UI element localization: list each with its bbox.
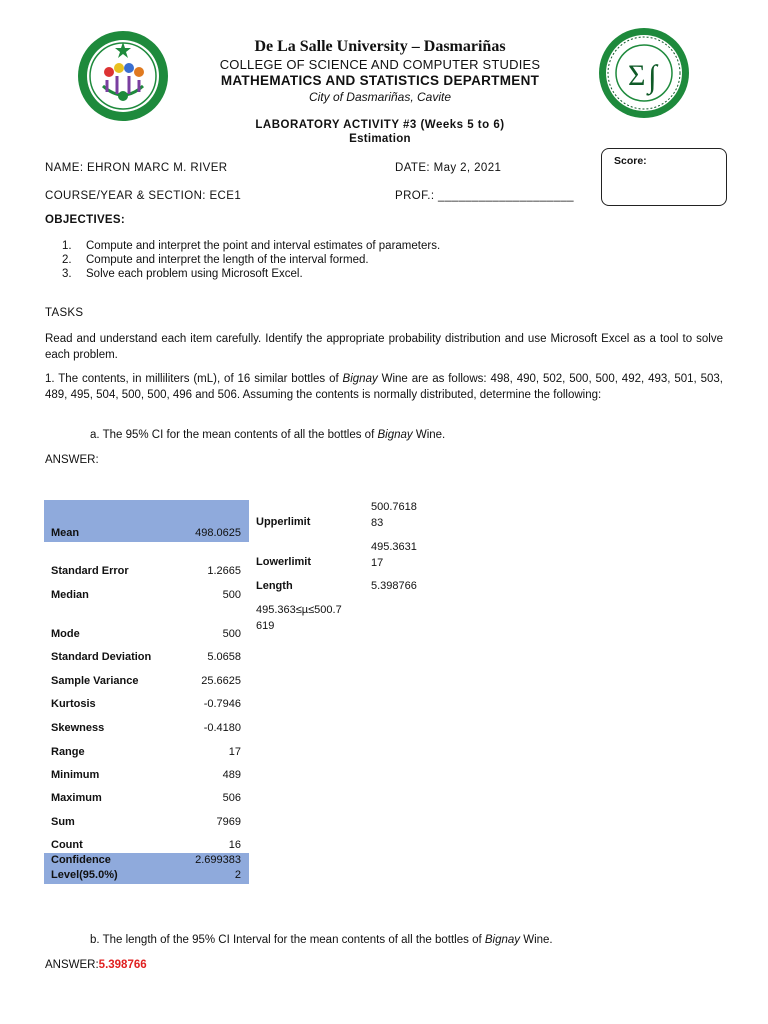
activity-title: LABORATORY ACTIVITY #3 (Weeks 5 to 6)	[255, 119, 505, 131]
score-label: Score:	[614, 155, 647, 167]
part-a-question: a. The 95% CI for the mean contents of all the bottles of Bignay Wine.	[90, 429, 446, 441]
professor-field: PROF.: ____________________	[395, 190, 574, 202]
answer-b-value: 5.398766	[98, 959, 147, 971]
department-name: MATHEMATICS AND STATISTICS DEPARTMENT	[220, 73, 540, 88]
task-instructions: Read and understand each item carefully. Identify the appropriate probability distribution and use Microsoft Excel as a tool to solve each problem.	[45, 333, 723, 361]
dlsud-seal-icon	[77, 30, 169, 122]
lower-limit-label: Lowerlimit	[256, 556, 312, 568]
objective-item: 2. Compute and interpret the length of the interval formed.	[62, 254, 369, 266]
objectives-heading: OBJECTIVES:	[45, 214, 125, 226]
submission-date: DATE: May 2, 2021	[395, 162, 502, 174]
score-box	[601, 148, 727, 206]
svg-text:∫: ∫	[648, 58, 657, 94]
ci-result-cont: 619	[256, 620, 275, 632]
upper-limit-value-cont: 83	[371, 517, 384, 529]
student-name: NAME: EHRON MARC M. RIVER	[45, 162, 228, 174]
objectives-list	[62, 239, 440, 281]
svg-text:Σ: Σ	[628, 59, 646, 92]
answer-b: ANSWER:5.398766	[45, 959, 147, 971]
length-value: 5.398766	[371, 580, 417, 592]
answer-a-label: ANSWER:	[45, 454, 99, 466]
math-dept-seal-icon	[598, 27, 690, 119]
tasks-heading: TASKS	[45, 307, 84, 319]
ci-result: 495.363≤µ≤500.7	[256, 604, 342, 616]
college-name: COLLEGE OF SCIENCE AND COMPUTER STUDIES	[219, 57, 541, 72]
length-label: Length	[256, 580, 293, 592]
part-b-question: b. The length of the 95% CI Interval for the mean contents of all the bottles of Bignay Wine.	[90, 934, 553, 946]
university-name: De La Salle University – Dasmariñas	[254, 38, 506, 55]
objective-item: 3. Solve each problem using Microsoft Excel.	[62, 268, 303, 280]
objective-item: 1. Compute and interpret the point and interval estimates of parameters.	[62, 240, 441, 252]
problem-statement: 1. The contents, in milliliters (mL), of 16 similar bottles of Bignay Wine are as follows: 498, 490, 502, 500, 500, 492, 493, 501, 503, 489, 495, 504, 500, 500, 496 and 506. Assuming the contents is normally distributed, determine the following:	[45, 373, 723, 401]
course-section: COURSE/YEAR & SECTION: ECE1	[45, 190, 242, 202]
lower-limit-value-cont: 17	[371, 557, 384, 569]
city-name: City of Dasmariñas, Cavite	[308, 90, 452, 104]
activity-subtitle: Estimation	[349, 133, 411, 145]
lower-limit-value: 495.3631	[371, 541, 417, 553]
upper-limit-value: 500.7618	[371, 501, 417, 513]
upper-limit-label: Upperlimit	[256, 516, 311, 528]
